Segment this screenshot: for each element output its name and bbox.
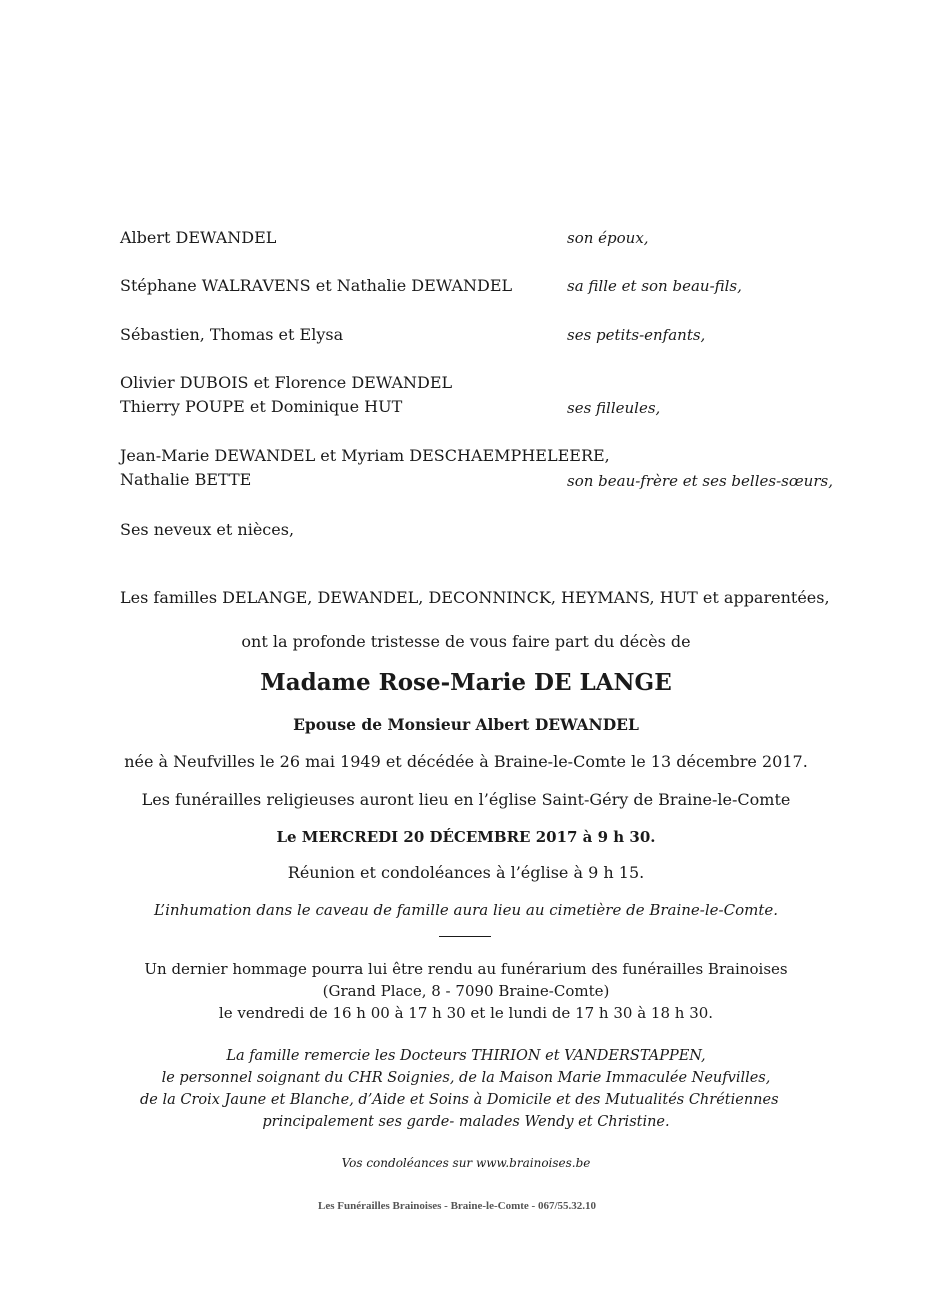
family-name-2: Stéphane WALRAVENS et Nathalie DEWANDEL bbox=[120, 276, 513, 295]
family-name-5: Thierry POUPE et Dominique HUT bbox=[120, 397, 403, 416]
tribute-line-2: (Grand Place, 8 - 7090 Braine-Comte) bbox=[322, 982, 610, 1000]
meeting-line: Réunion et condoléances à l’église à 9 h 15. bbox=[287, 863, 645, 882]
family-name-1: Albert DEWANDEL bbox=[120, 228, 277, 247]
funeral-line: Les funérailles religieuses auront lieu en l’église Saint-Géry de Braine-le-Comte bbox=[141, 790, 791, 809]
family-relation-5: ses filleules, bbox=[567, 399, 661, 417]
families-line: Les familles DELANGE, DEWANDEL, DECONNINCK, HEYMANS, HUT et apparentées, bbox=[120, 588, 830, 607]
thanks-line-1: La famille remercie les Docteurs THIRION et VANDERSTAPPEN, bbox=[226, 1048, 706, 1064]
family-name-8: Ses neveux et nièces, bbox=[120, 520, 295, 539]
deceased-name: Madame Rose-Marie DE LANGE bbox=[260, 669, 672, 696]
family-name-4: Olivier DUBOIS et Florence DEWANDEL bbox=[120, 373, 453, 392]
family-relation-1: son époux, bbox=[567, 229, 649, 247]
tribute-line-3: le vendredi de 16 h 00 à 17 h 30 et le lundi de 17 h 30 à 18 h 30. bbox=[218, 1004, 714, 1022]
tribute-line-1: Un dernier hommage pourra lui être rendu au funérarium des funérailles Brainoises bbox=[144, 960, 788, 978]
thanks-line-4: principalement ses garde- malades Wendy et Christine. bbox=[262, 1114, 670, 1130]
family-name-6: Jean-Marie DEWANDEL et Myriam DESCHAEMPHELEERE, bbox=[120, 446, 610, 465]
family-name-7: Nathalie BETTE bbox=[120, 470, 252, 489]
birth-death-line: née à Neufvilles le 26 mai 1949 et décédée à Braine-le-Comte le 13 décembre 2017. bbox=[124, 752, 808, 771]
family-name-3: Sébastien, Thomas et Elysa bbox=[120, 325, 344, 344]
family-relation-3: ses petits-enfants, bbox=[567, 326, 706, 344]
thanks-line-3: de la Croix Jaune et Blanche, d’Aide et Soins à Domicile et des Mutualités Chrétiennes bbox=[140, 1092, 779, 1108]
announcement: ont la profonde tristesse de vous faire part du décès de bbox=[241, 632, 691, 651]
burial-line: L’inhumation dans le caveau de famille aura lieu au cimetière de Braine-le-Comte. bbox=[153, 901, 779, 919]
funeral-date: Le MERCREDI 20 DÉCEMBRE 2017 à 9 h 30. bbox=[276, 828, 656, 846]
footer: Les Funérailles Brainoises - Braine-le-Comte - 067/55.32.10 bbox=[317, 1200, 597, 1212]
spouse-line: Epouse de Monsieur Albert DEWANDEL bbox=[293, 715, 639, 734]
family-relation-2: sa fille et son beau-fils, bbox=[567, 277, 742, 295]
separator-line bbox=[439, 936, 491, 937]
thanks-line-2: le personnel soignant du CHR Soignies, de la Maison Marie Immaculée Neufvilles, bbox=[161, 1070, 771, 1086]
family-relation-7: son beau-frère et ses belles-sœurs, bbox=[567, 472, 833, 490]
condolences-line: Vos condoléances sur www.brainoises.be bbox=[341, 1156, 591, 1170]
